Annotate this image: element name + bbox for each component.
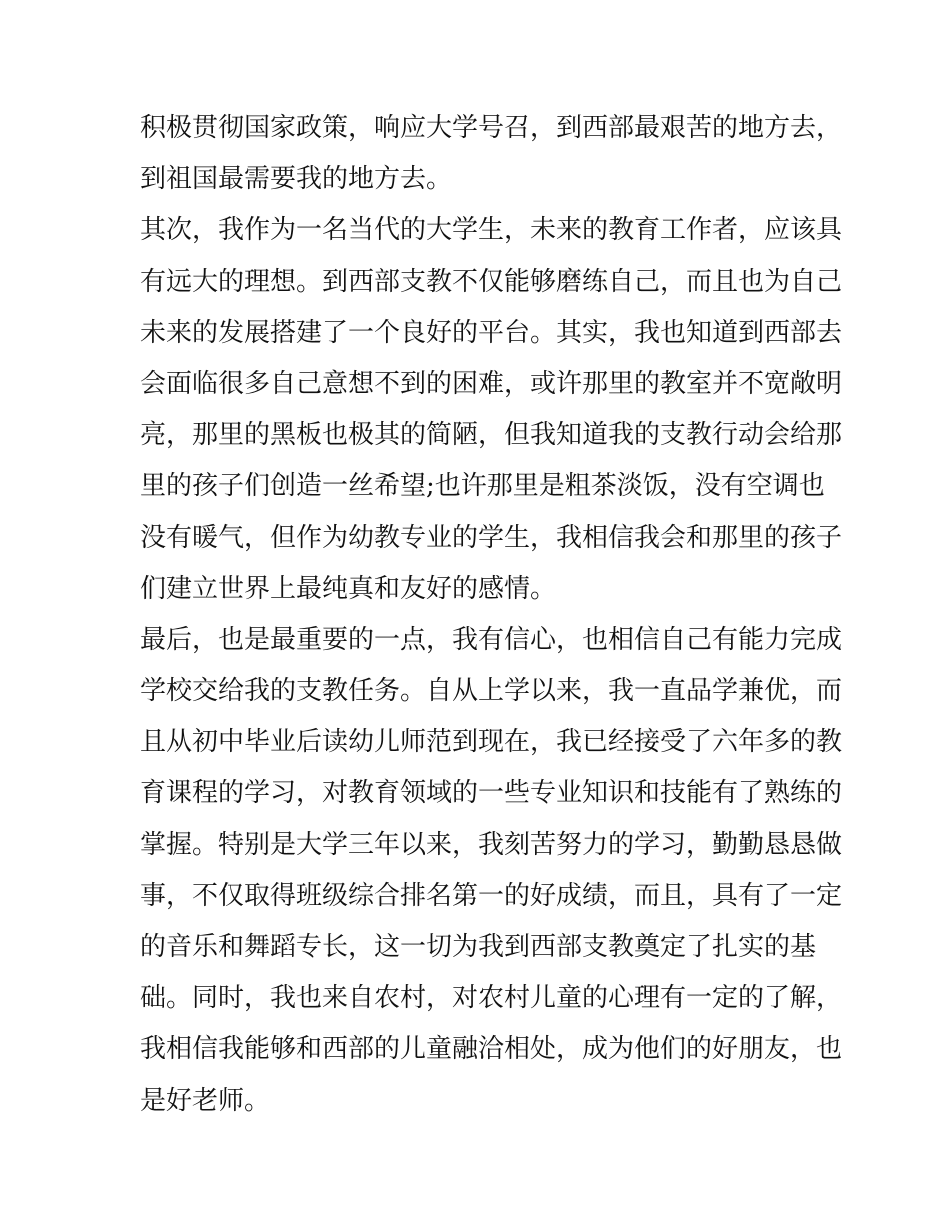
text-line: 会面临很多自己意想不到的困难，或许那里的教室并不宽敞明 <box>140 368 843 399</box>
text-line: 里的孩子们创造一丝希望;也许那里是粗茶淡饭，没有空调也 <box>140 471 825 502</box>
text-line: 事，不仅取得班级综合排名第一的好成绩，而且，具有了一定 <box>140 880 843 911</box>
text-line: 积极贯彻国家政策，响应大学号召，到西部最艰苦的地方去， <box>140 113 843 143</box>
text-line: 且从初中毕业后读幼儿师范到现在，我已经接受了六年多的教 <box>140 727 843 758</box>
text-line: 未来的发展搭建了一个良好的平台。其实，我也知道到西部去 <box>140 317 843 348</box>
text-line: 最后，也是最重要的一点，我有信心，也相信自己有能力完成 <box>140 624 843 655</box>
text-line: 亮，那里的黑板也极其的简陋，但我知道我的支教行动会给那 <box>140 420 843 451</box>
text-line: 的音乐和舞蹈专长，这一切为我到西部支教奠定了扎实的基 <box>140 932 817 962</box>
text-line: 有远大的理想。到西部支教不仅能够磨练自己，而且也为自己 <box>140 266 843 297</box>
text-line: 础。同时，我也来自农村，对农村儿童的心理有一定的了解， <box>140 983 843 1014</box>
text-line: 没有暖气，但作为幼教专业的学生，我相信我会和那里的孩子 <box>140 522 843 553</box>
text-line: 到祖国最需要我的地方去。 <box>140 164 453 195</box>
body-text <box>140 103 843 1127</box>
text-line: 们建立世界上最纯真和友好的感情。 <box>140 573 557 604</box>
text-line: 是好老师。 <box>140 1085 271 1116</box>
text-line: 育课程的学习，对教育领域的一些专业知识和技能有了熟练的 <box>140 778 843 809</box>
text-line: 学校交给我的支教任务。自从上学以来，我一直品学兼优，而 <box>140 676 843 707</box>
text-line: 我相信我能够和西部的儿童融洽相处，成为他们的好朋友，也 <box>140 1034 843 1065</box>
text-line: 掌握。特别是大学三年以来，我刻苦努力的学习，勤勤恳恳做 <box>140 829 843 860</box>
text-line: 其次，我作为一名当代的大学生，未来的教育工作者，应该具 <box>140 215 843 246</box>
